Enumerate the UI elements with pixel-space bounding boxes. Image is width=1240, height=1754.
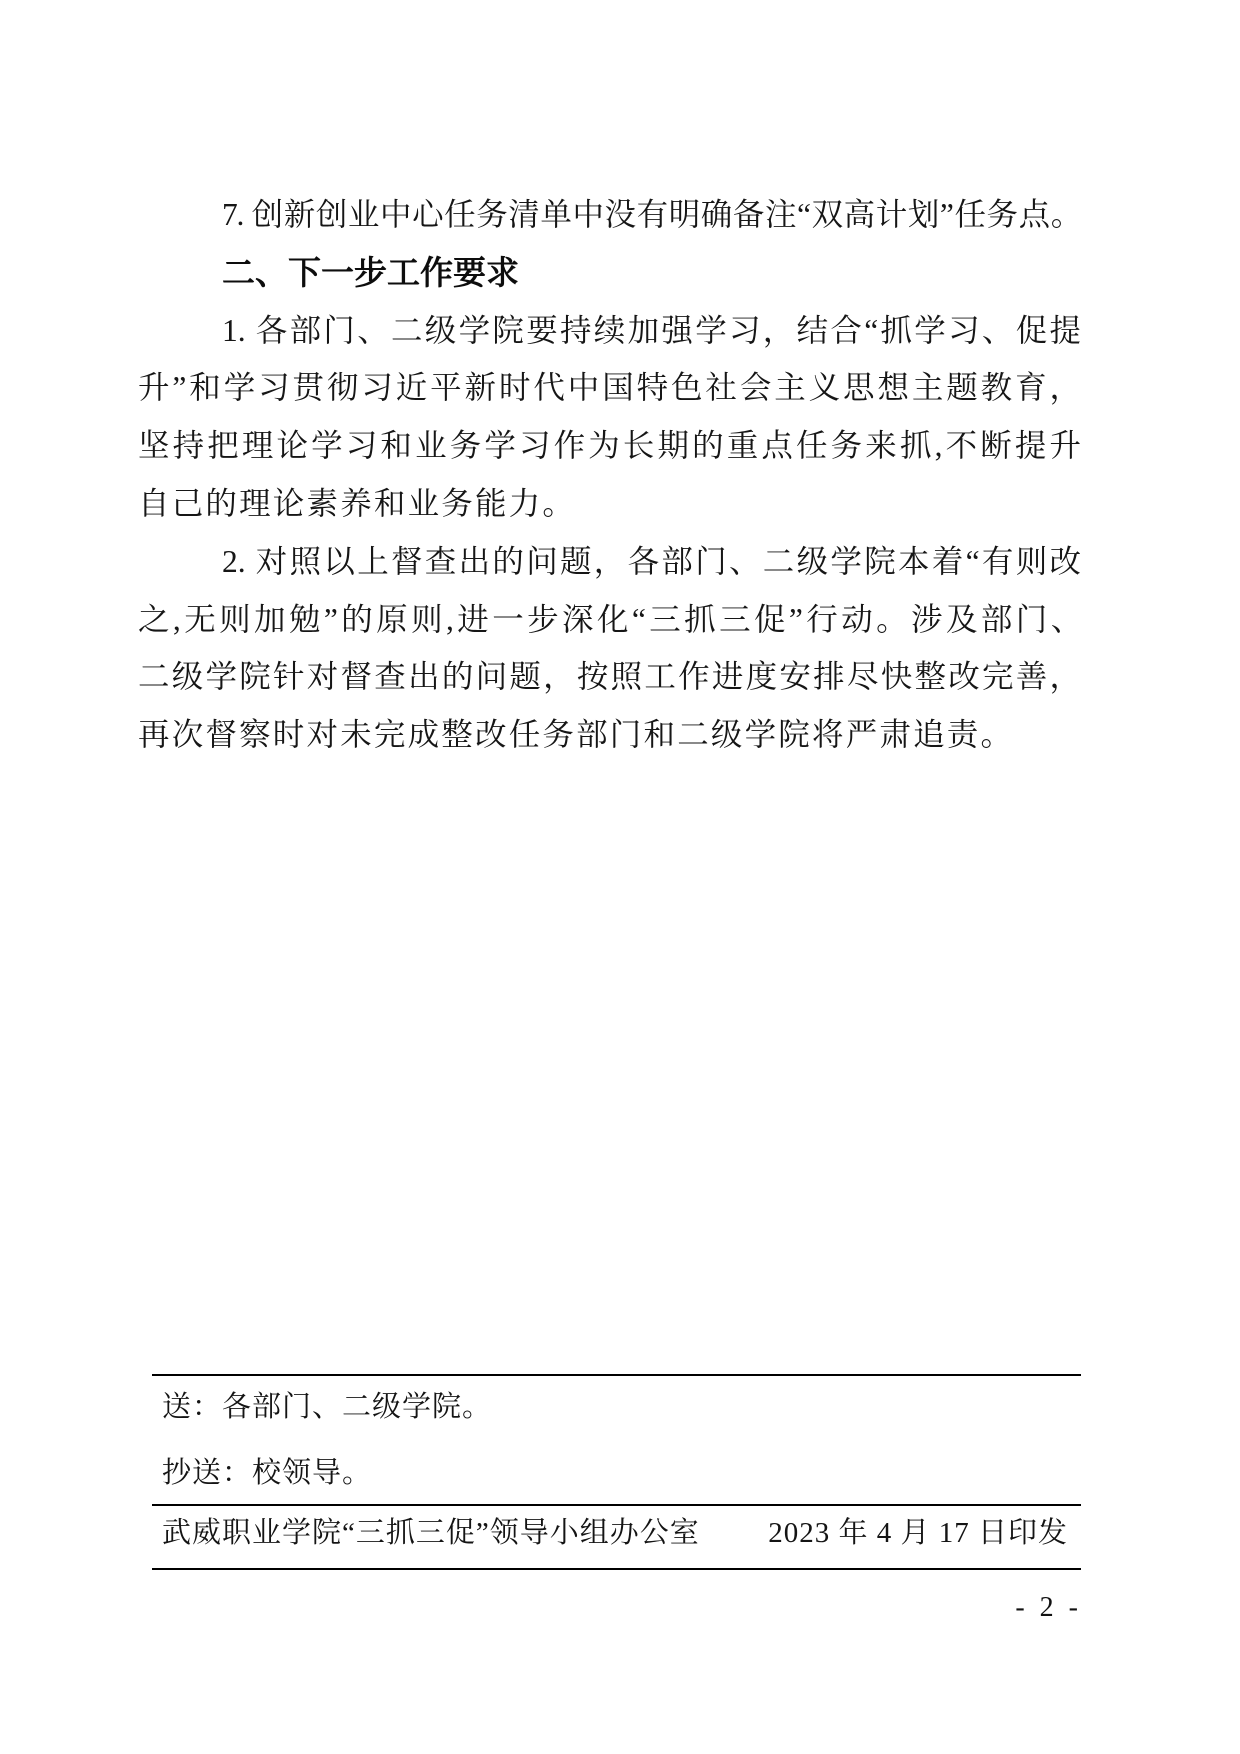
issuing-office: 武威职业学院“三抓三促”领导小组办公室 xyxy=(162,1517,700,1549)
distribution-line: 送：各部门、二级学院。 xyxy=(162,1391,493,1423)
footer-divider-middle xyxy=(152,1504,1081,1506)
copy-distribution-line: 抄送：校领导。 xyxy=(162,1457,373,1489)
body-line: 升”和学习贯彻习近平新时代中国特色社会主义思想主题教育， xyxy=(138,370,1081,406)
issuance-line xyxy=(162,1516,1068,1550)
document-body xyxy=(138,186,1081,764)
body-line: 坚持把理论学习和业务学习作为长期的重点任务来抓,不断提升 xyxy=(138,428,1081,464)
body-line: 7. 创新创业中心任务清单中没有明确备注“双高计划”任务点。 xyxy=(222,197,1081,232)
footer-divider-bottom xyxy=(152,1568,1081,1570)
page-number: - 2 - xyxy=(1015,1592,1082,1623)
section-heading: 二、下一步工作要求 xyxy=(222,253,519,291)
body-line: 自己的理论素养和业务能力。 xyxy=(138,485,577,521)
body-line: 之,无则加勉”的原则,进一步深化“三抓三促”行动。涉及部门、 xyxy=(138,601,1081,637)
body-line: 二级学院针对督查出的问题，按照工作进度安排尽快整改完善， xyxy=(138,659,1081,695)
body-line: 2. 对照以上督查出的问题，各部门、二级学院本着“有则改 xyxy=(222,543,1081,579)
footer-divider-top xyxy=(152,1374,1081,1376)
issue-date: 2023 年 4 月 17 日印发 xyxy=(768,1517,1068,1549)
body-line: 再次督察时对未完成整改任务部门和二级学院将严肃追责。 xyxy=(138,717,1015,753)
body-line: 1. 各部门、二级学院要持续加强学习，结合“抓学习、促提 xyxy=(222,312,1081,348)
